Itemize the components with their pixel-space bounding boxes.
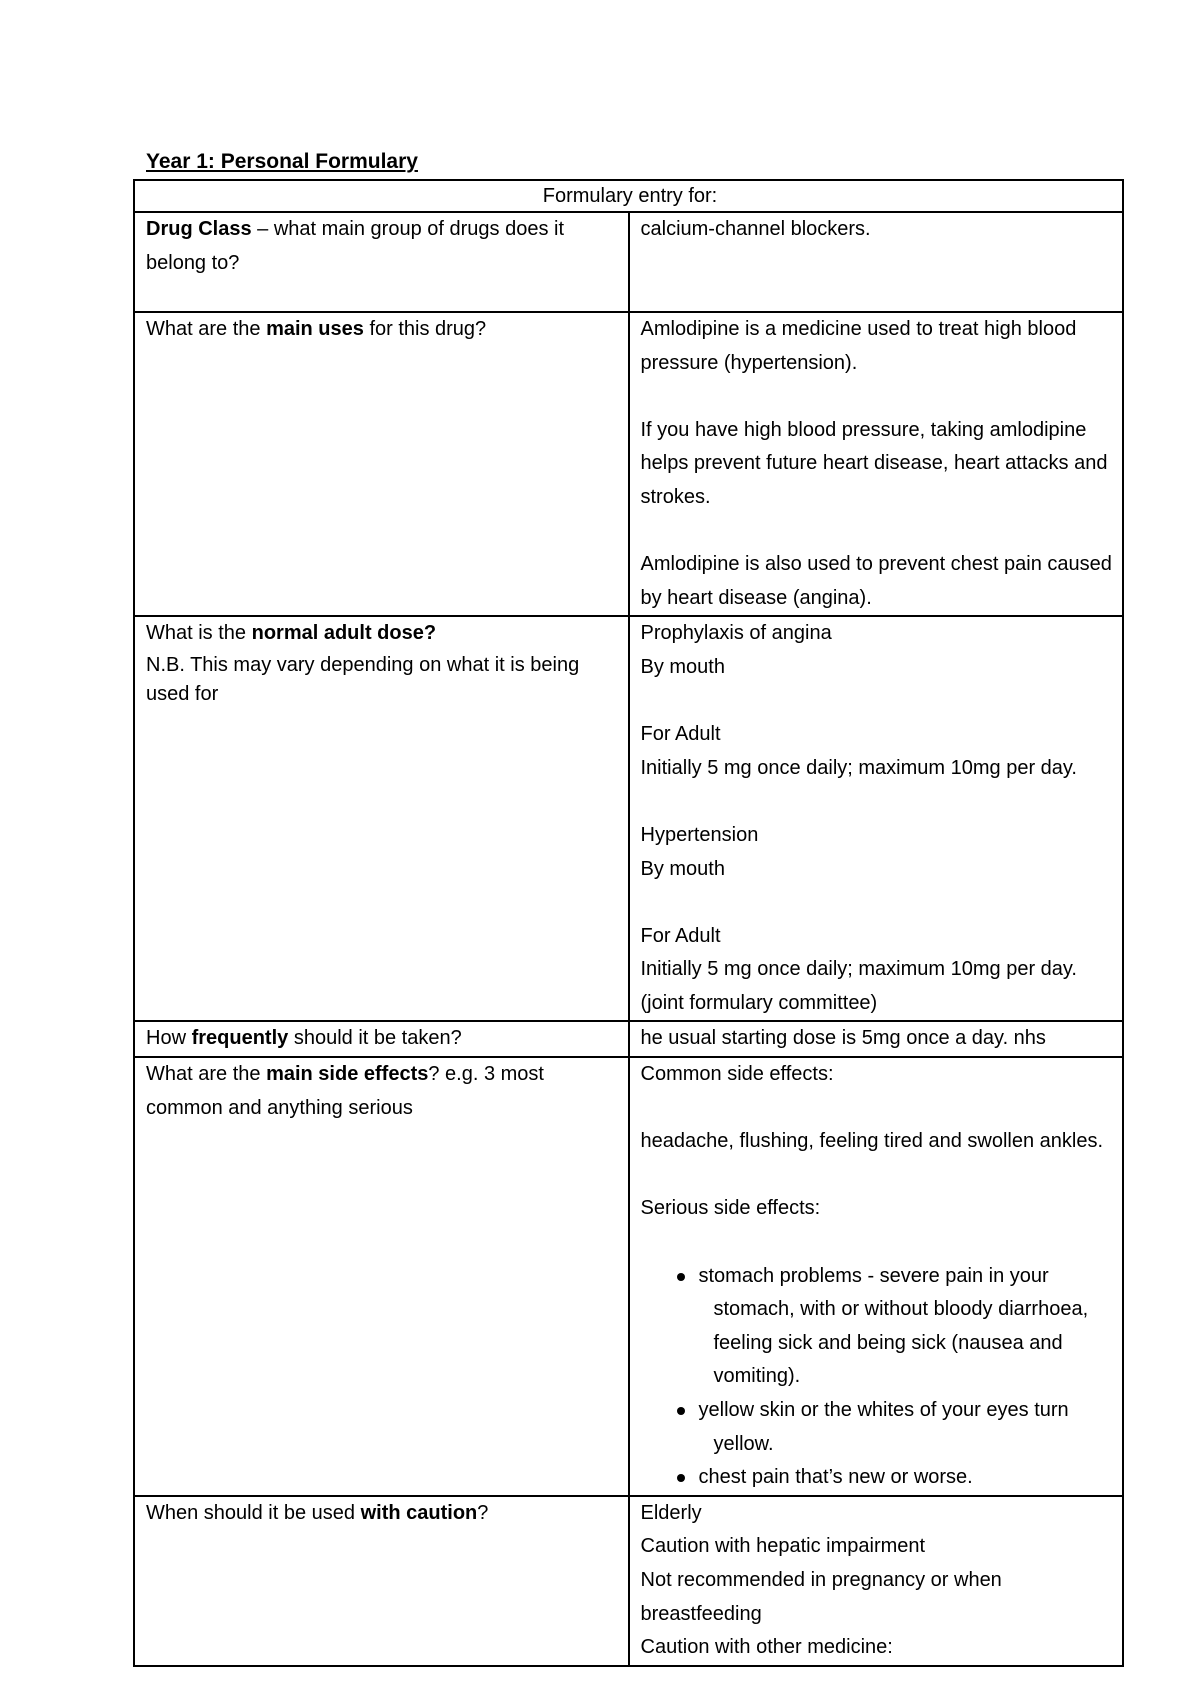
caution-label-post: ? (477, 1501, 489, 1524)
caution-content (629, 1496, 1124, 1666)
caution-label (134, 1496, 629, 1666)
hypertension-group: For Adult (640, 924, 721, 947)
frequency-label-post: should it be taken? (288, 1027, 462, 1050)
common-side-effects-list: headache, flushing, feeling tired and swollen ankles. (640, 1130, 1104, 1153)
list-item (699, 1260, 1115, 1394)
normal-dose-row (134, 616, 1123, 1021)
drug-class-row (134, 212, 1123, 312)
drug-class-label-bold: Drug Class (146, 218, 252, 240)
caution-label-pre: When should it be used (146, 1501, 361, 1524)
side-effects-label (134, 1057, 629, 1496)
side-effects-row (134, 1057, 1123, 1496)
frequency-label-bold: frequently (191, 1027, 289, 1050)
normal-dose-content (629, 616, 1124, 1021)
caution-item: Caution with other medicine: (640, 1636, 893, 1659)
main-uses-paragraph: Amlodipine is also used to prevent chest pain caused by heart disease (angina). (640, 553, 1118, 609)
side-effects-label-bold: main side effects (266, 1063, 429, 1086)
angina-route: By mouth (640, 655, 725, 678)
serious-side-effects-list (641, 1260, 1115, 1495)
drug-class-label (134, 212, 629, 312)
main-uses-label-bold: main uses (266, 318, 364, 340)
caution-label-bold: with caution (360, 1501, 478, 1524)
main-uses-label-pre: What are the (146, 318, 267, 340)
caution-item: Not recommended in pregnancy or when breastfeeding (640, 1568, 1008, 1625)
serious-side-effect: chest pain that’s new or worse. (698, 1466, 973, 1489)
formulary-entry-header: Formulary entry for: (134, 180, 1123, 212)
normal-dose-note: N.B. This may vary depending on what it is being used for (146, 653, 580, 706)
main-uses-paragraph: If you have high blood pressure, taking amlodipine helps prevent future heart disease, heart attacks and strokes. (640, 418, 1114, 508)
caution-item: Caution with hepatic impairment (640, 1535, 926, 1558)
frequency-value: he usual starting dose is 5mg once a day. nhs (640, 1027, 1046, 1050)
drug-class-value: calcium-channel blockers. (640, 218, 871, 240)
formulary-table (133, 179, 1124, 1667)
drug-class-label-rest: – what main group of drugs does it belong to? (146, 218, 564, 274)
drug-class-content (629, 212, 1124, 312)
main-uses-row (134, 312, 1123, 616)
angina-group: For Adult (640, 723, 721, 746)
serious-side-effects-heading: Serious side effects: (640, 1197, 821, 1220)
common-side-effects-heading: Common side effects: (640, 1063, 834, 1086)
serious-side-effect: stomach problems - severe pain in your stomach, with or without bloody diarrhoea, feeling sick and being sick (nausea and vomiting). (698, 1264, 1089, 1388)
normal-dose-label-pre: What is the (146, 622, 252, 645)
frequency-content (629, 1021, 1124, 1057)
angina-dose: Initially 5 mg once daily; maximum 10mg per day. (640, 756, 1077, 779)
frequency-label (134, 1021, 629, 1057)
side-effects-content (629, 1057, 1124, 1496)
frequency-row (134, 1021, 1123, 1057)
table-header-row (134, 180, 1123, 212)
main-uses-label (134, 312, 629, 616)
angina-heading: Prophylaxis of angina (640, 622, 832, 645)
serious-side-effect: yellow skin or the whites of your eyes turn yellow. (698, 1399, 1069, 1455)
dose-source: (joint formulary committee) (640, 991, 878, 1014)
main-uses-label-post: for this drug? (363, 318, 487, 340)
normal-dose-label-bold: normal adult dose? (251, 622, 437, 645)
caution-item: Elderly (640, 1501, 702, 1524)
document-title: Year 1: Personal Formulary (146, 150, 418, 173)
main-uses-paragraph: Amlodipine is a medicine used to treat high blood pressure (hypertension). (640, 318, 1082, 374)
main-uses-content (629, 312, 1124, 616)
caution-row (134, 1496, 1123, 1666)
side-effects-label-post: ? e.g. 3 most common and anything serious (146, 1063, 544, 1119)
hypertension-route: By mouth (640, 857, 725, 880)
hypertension-heading: Hypertension (640, 823, 759, 846)
list-item (699, 1394, 1115, 1461)
side-effects-label-pre: What are the (146, 1063, 267, 1086)
hypertension-dose: Initially 5 mg once daily; maximum 10mg per day. (640, 958, 1077, 981)
list-item (699, 1461, 1115, 1495)
frequency-label-pre: How (146, 1027, 192, 1050)
normal-dose-label (134, 616, 629, 1021)
